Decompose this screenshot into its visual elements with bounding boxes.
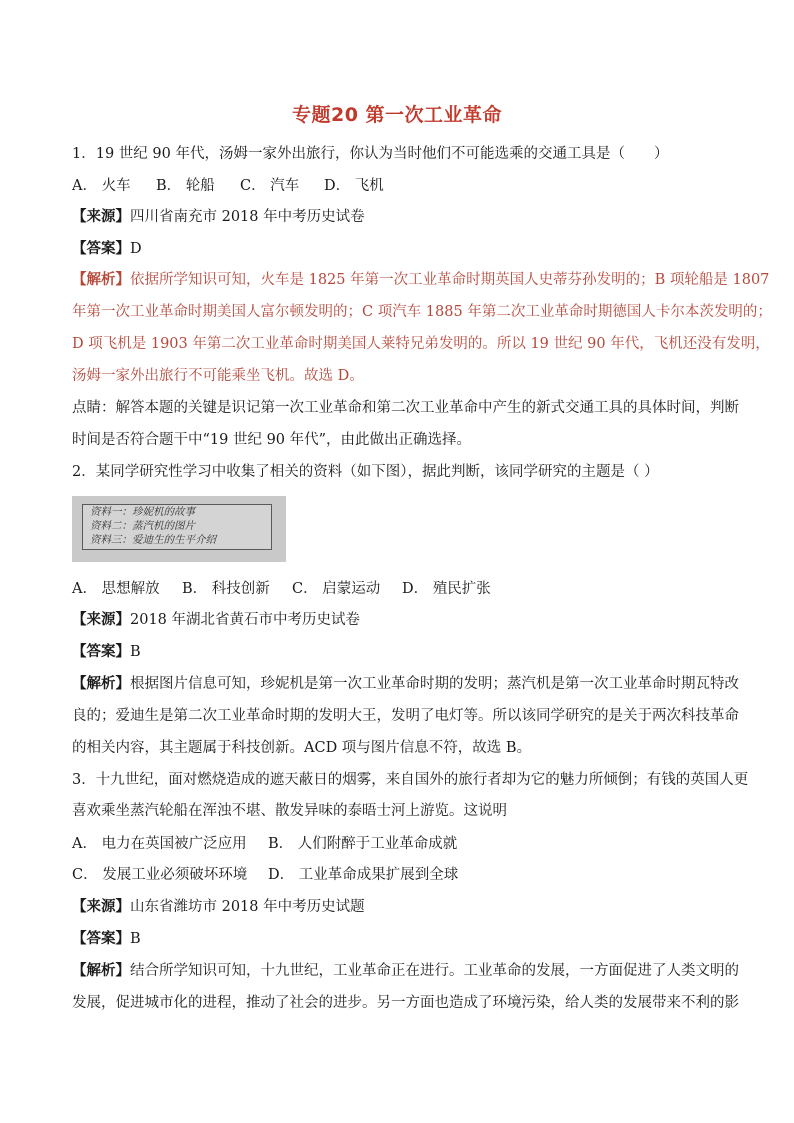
q2-option-c: C． 启蒙运动: [292, 581, 381, 597]
source-label: 【来源】: [72, 611, 130, 628]
answer-text: B: [130, 931, 141, 947]
source-text: 2018 年湖北省黄石市中考历史试卷: [130, 612, 361, 628]
q2-analysis-line: [72, 674, 739, 694]
answer-label: 【答案】: [72, 240, 130, 257]
q2-options: [72, 579, 732, 599]
q1-options: [72, 176, 732, 196]
q2-analysis-line: 的相关内容，其主题属于科技创新。ACD 项与图片信息不符，故选 B。: [72, 740, 532, 756]
q1-analysis-line: [72, 270, 770, 290]
q2-stem: 2．某同学研究性学习中收集了相关的资料（如下图），据此判断，该同学研究的主题是（ ）: [72, 464, 659, 480]
q1-option-d: D． 飞机: [324, 178, 384, 194]
answer-text: B: [130, 644, 141, 660]
q3-analysis-line: [72, 961, 739, 981]
q3-source: [72, 897, 732, 917]
q3-options-row: [72, 865, 732, 885]
q3-option-b: B． 人们附醉于工业革命成就: [268, 836, 458, 852]
figure-line: 资料三：爱迪生的生平介绍: [90, 534, 216, 546]
q2-figure-frame: [82, 504, 272, 550]
q3-options-row: [72, 834, 732, 854]
q1-analysis-line: 年第一次工业革命时期美国人富尔顿发明的；C 项汽车 1885 年第二次工业革命时期德国人卡尔本茨发明的；: [72, 304, 772, 320]
answer-label: 【答案】: [72, 930, 130, 947]
q1-analysis-line: 汤姆一家外出旅行不可能乘坐飞机。故选 D。: [72, 368, 364, 384]
q3-option-a: A． 电力在英国被广泛应用: [72, 836, 247, 852]
q3-stem-line: 3．十九世纪，面对燃烧造成的遮天蔽日的烟雾，来自国外的旅行者却为它的魅力所倾倒；有钱的英国人更: [72, 772, 749, 788]
q2-source: [72, 610, 732, 630]
q3-option-d: D． 工业革命成果扩展到全球: [268, 867, 459, 883]
analysis-label: 【解析】: [72, 962, 130, 979]
figure-line: 资料一：珍妮机的故事: [90, 506, 195, 518]
q1-tip-line: 时间是否符合题干中“19 世纪 90 年代”，由此做出正确选择。: [72, 432, 472, 448]
q1-option-c: C． 汽车: [240, 178, 300, 194]
figure-line: 资料二：蒸汽机的图片: [90, 520, 195, 532]
q2-option-d: D． 殖民扩张: [402, 581, 491, 597]
q1-option-b: B． 轮船: [156, 178, 215, 194]
q3-analysis-line: 发展，促进城市化的进程，推动了社会的进步。另一方面也造成了环境污染，给人类的发展带来不利的影: [72, 995, 739, 1011]
q2-answer: [72, 642, 732, 662]
analysis-label: 【解析】: [72, 271, 130, 288]
answer-label: 【答案】: [72, 643, 130, 660]
q2-analysis-line: 良的；爱迪生是第二次工业革命时期的发明大王，发明了电灯等。所以该同学研究的是关于两次科技革命: [72, 708, 739, 724]
analysis-label: 【解析】: [72, 675, 130, 692]
q1-analysis-line: D 项飞机是 1903 年第二次工业革命时期美国人莱特兄弟发明的。所以 19 世纪 90 年代，飞机还没有发明，: [72, 336, 770, 352]
q2-option-b: B． 科技创新: [182, 581, 270, 597]
analysis-text: 依据所学知识可知，火车是 1825 年第一次工业革命时期英国人史蒂芬孙发明的；B 项轮船是 1807: [130, 272, 770, 288]
page-title: 专题20 第一次工业革命: [291, 104, 503, 126]
q1-option-a: A． 火车: [72, 178, 131, 194]
source-text: 四川省南充市 2018 年中考历史试卷: [130, 209, 365, 225]
q2-option-a: A． 思想解放: [72, 581, 160, 597]
source-label: 【来源】: [72, 898, 130, 915]
q1-tip-line: 点睛：解答本题的关键是识记第一次工业革命和第二次工业革命中产生的新式交通工具的具体时间，判断: [72, 400, 739, 416]
q1-stem: 1．19 世纪 90 年代，汤姆一家外出旅行，你认为当时他们不可能选乘的交通工具是（ ）: [72, 146, 669, 162]
q1-answer: [72, 239, 732, 259]
analysis-text: 结合所学知识可知，十九世纪，工业革命正在进行。工业革命的发展，一方面促进了人类文明的: [130, 963, 739, 979]
source-text: 山东省潍坊市 2018 年中考历史试题: [130, 899, 365, 915]
analysis-text: 根据图片信息可知，珍妮机是第一次工业革命时期的发明；蒸汽机是第一次工业革命时期瓦特改: [130, 676, 739, 692]
q3-option-c: C． 发展工业必须破坏环境: [72, 867, 248, 883]
answer-text: D: [130, 241, 142, 257]
q2-figure-image: [72, 496, 286, 562]
q3-stem-line: 喜欢乘坐蒸汽轮船在浑浊不堪、散发异味的泰晤士河上游览。这说明: [72, 803, 507, 819]
source-label: 【来源】: [72, 208, 130, 225]
q3-answer: [72, 929, 732, 949]
q1-source: [72, 207, 732, 227]
